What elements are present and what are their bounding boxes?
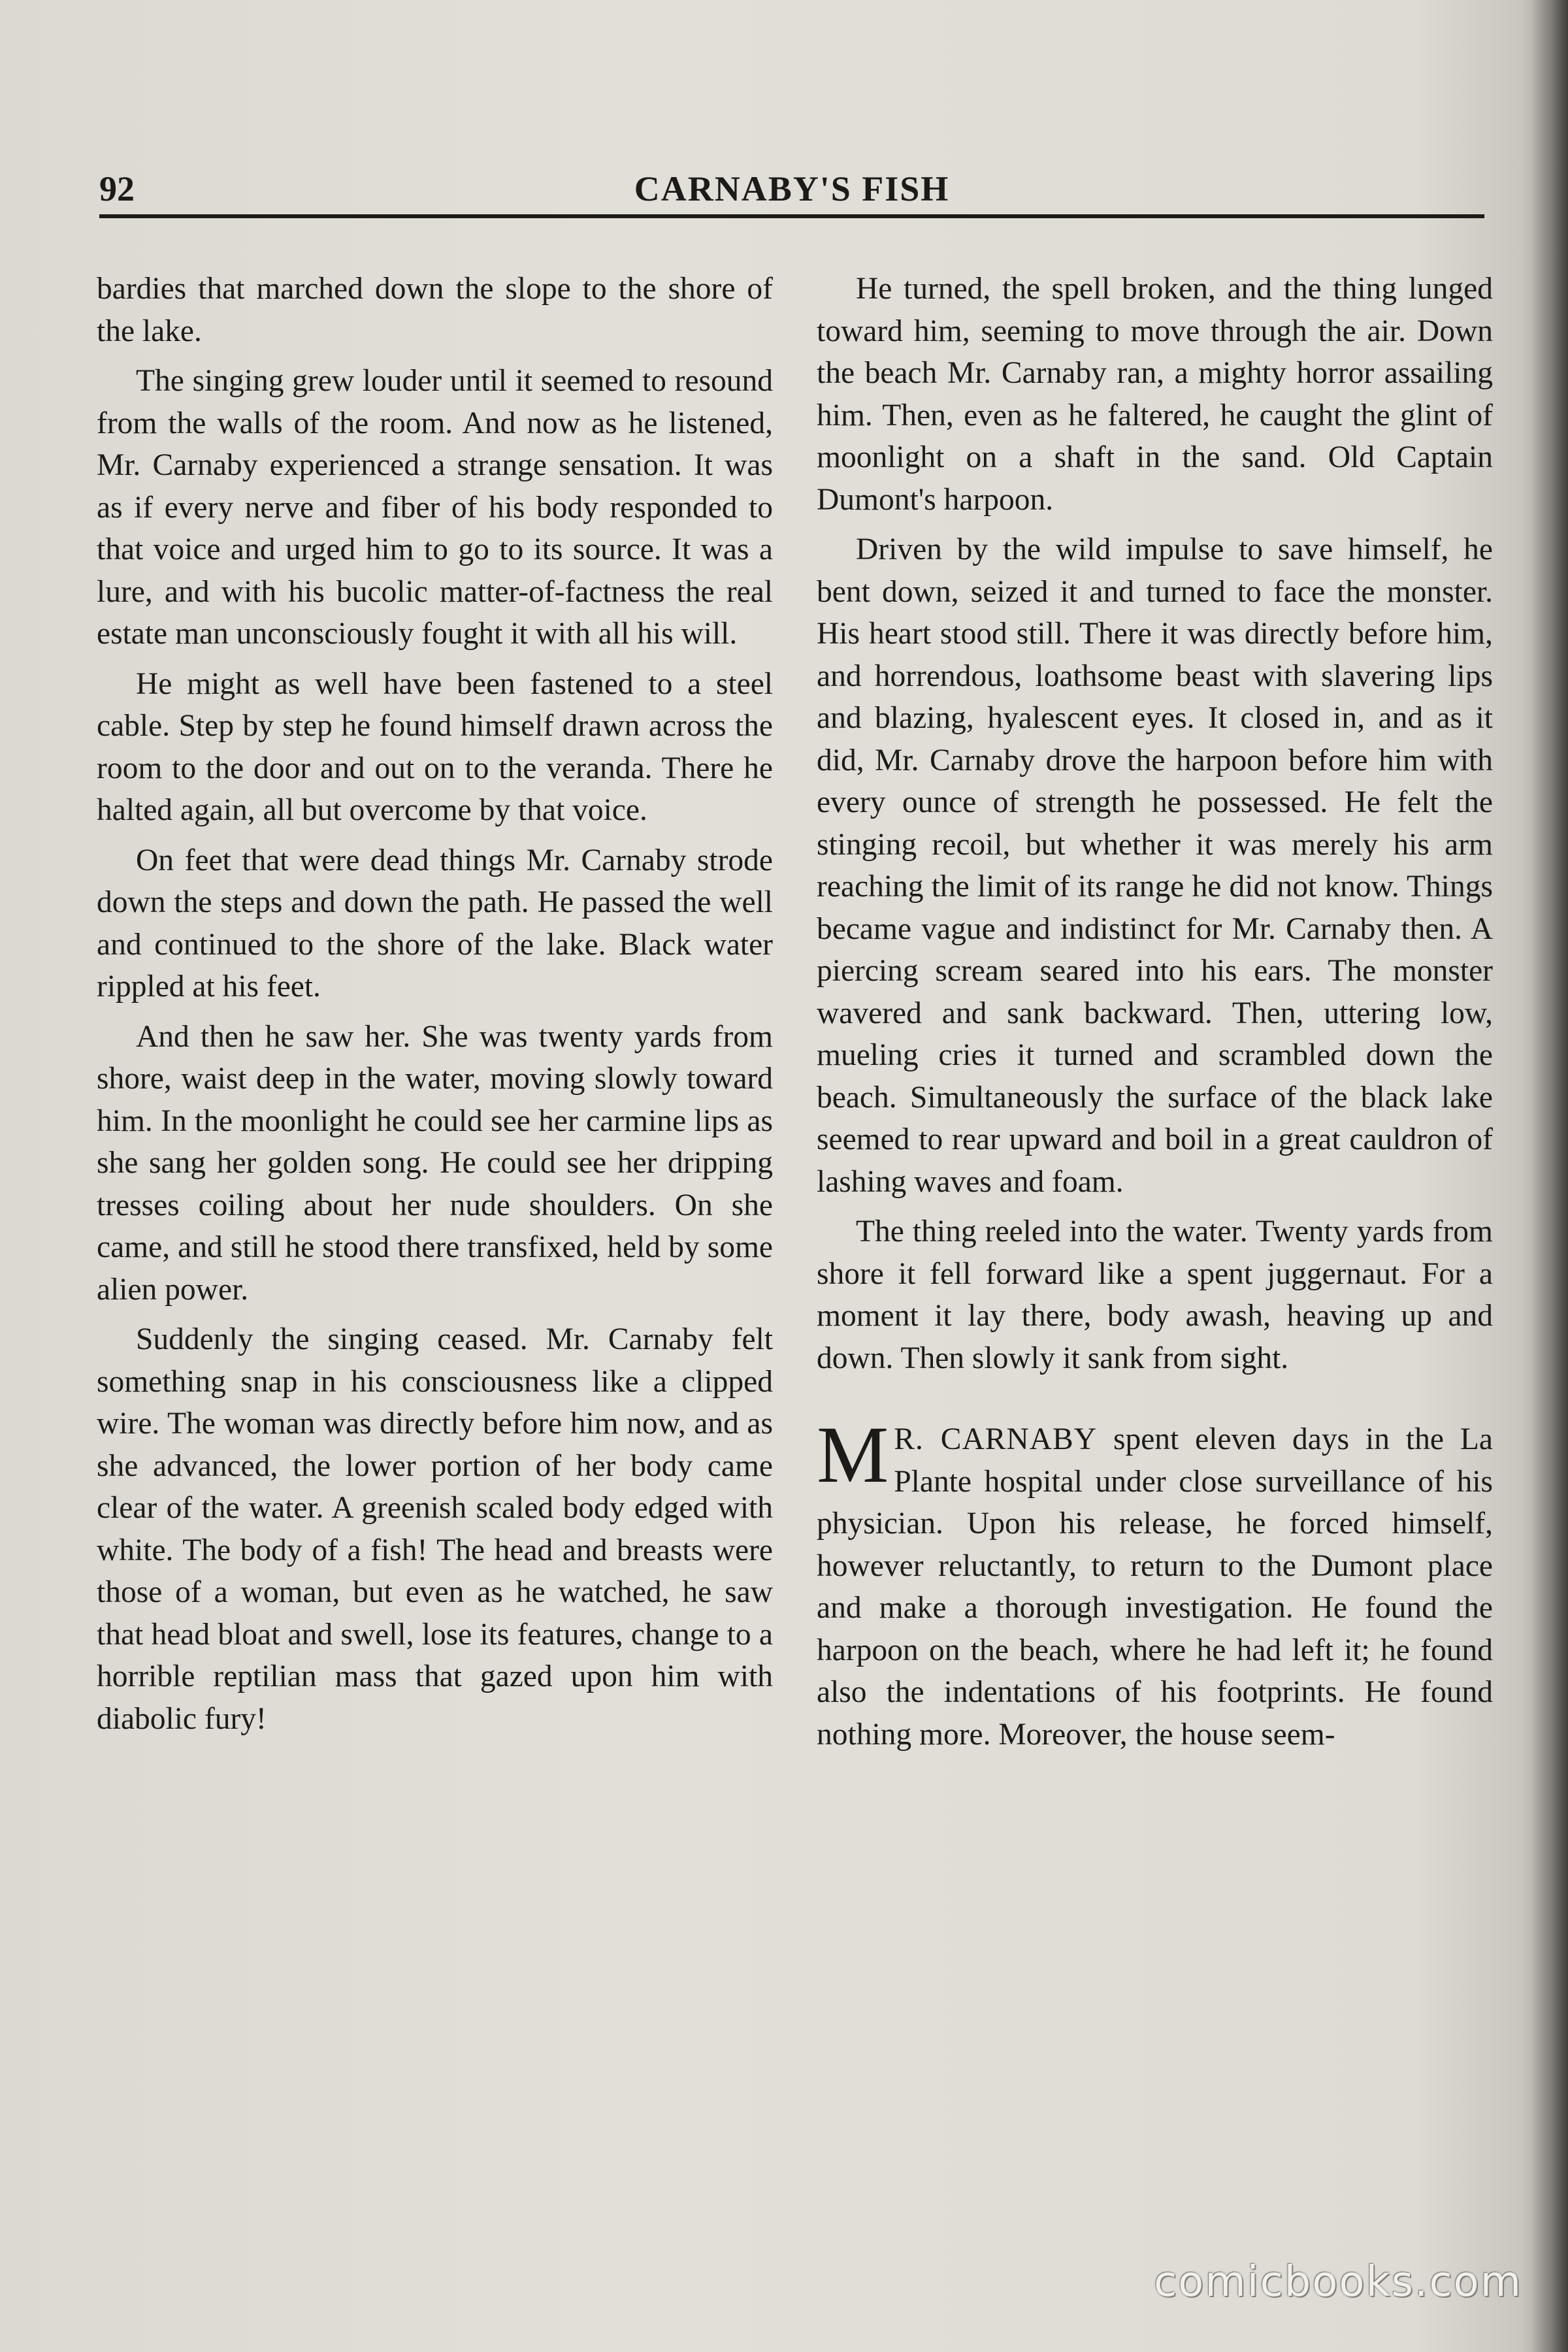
right-column (817, 268, 1493, 2202)
running-title: CARNABY'S FISH (634, 169, 950, 208)
left-column (97, 268, 773, 2202)
header-rule (99, 214, 1484, 218)
paragraph: He might as well have been fastened to a steel cable. Step by step he found himself drawn across the room to the door and out on to the veranda. There he halted again, all but overcome by that voice. (97, 666, 773, 827)
paragraph: And then he saw her. She was twenty yards from shore, waist deep in the water, moving slowly toward him. In the moonlight he could see her carmine lips as she sang her golden song. He could see her dripping tresses coiling about her nude shoulders. On she came, and still he stood there transfixed, held by some alien power. (97, 1019, 773, 1307)
paragraph: On feet that were dead things Mr. Carnaby strode down the steps and down the path. He passed the well and continued to the shore of the lake. Black water rippled at his feet. (97, 843, 773, 1004)
paragraph: Driven by the wild impulse to save himself, he bent down, seized it and turned to face the monster. His heart stood still. There it was directly before him, and horrendous, loathsome beast with slavering lips and blazing, hyalescent eyes. It closed in, and as it did, Mr. Carnaby drove the harpoon before him with every ounce of strength he possessed. He felt the stinging recoil, but whether it was merely his arm reaching the limit of its range he did not know. Things became vague and indistinct for Mr. Carnaby then. A piercing scream seared into his ears. The monster wavered and sank backward. Then, uttering low, mueling cries it turned and scrambled down the beach. Simultaneously the surface of the black lake seemed to rear upward and boil in a great cauldron of lashing waves and foam. (817, 532, 1493, 1199)
paragraph: The singing grew louder until it seemed to resound from the walls of the room. And now as he listened, Mr. Carnaby experienced a strange sensation. It was as if every nerve and fiber of his body responded to that voice and urged him to go to its source. It was a lure, and with his bucolic matter-of-factness the real estate man unconsciously fought it with all his will. (97, 364, 773, 651)
page-number: 92 (99, 169, 135, 208)
lead-in-text: R. CARNABY (894, 1422, 1098, 1456)
paragraph: Suddenly the singing ceased. Mr. Carnaby felt something snap in his consciousness like a clipped wire. The woman was directly before him now, and as she advanced, the lower portion of her body came clear of the water. A greenish scaled body edged with white. The body of a fish! The head and breasts were those of a woman, but even as he watched, he saw that head bloat and swell, lose its features, change to a horrible reptilian mass that gazed upon him with diabolic fury! (97, 1322, 773, 1736)
section-opening-paragraph (817, 1410, 1493, 1756)
drop-cap: M (817, 1410, 889, 1499)
paragraph: bardies that marched down the slope to the shore of the lake. (97, 272, 773, 348)
site-watermark: comicbooks.com (1153, 2258, 1522, 2306)
page-header (99, 163, 1484, 216)
paragraph: He turned, the spell broken, and the thing lunged toward him, seeming to move through the air. Down the beach Mr. Carnaby ran, a mighty horror assailing him. Then, even as he faltered, he caught the glint of moonlight on a shaft in the sand. Old Captain Dumont's harpoon. (817, 272, 1493, 517)
paragraph: The thing reeled into the water. Twenty yards from shore it fell forward like a spent juggernaut. For a moment it lay there, body awash, heaving up and down. Then slowly it sank from sight. (817, 1215, 1493, 1375)
paragraph-text: spent eleven days in the La Plante hospital under close surveillance of his physician. Upon his release, he forced himself, however reluctantly, to return to the Dumont place and make a thorough investigation. He found the harpoon on the beach, where he had left it; he found also the indentations of his footprints. He found nothing more. Moreover, the house seem- (817, 1422, 1493, 1752)
page-binding-shadow (1531, 0, 1568, 2352)
